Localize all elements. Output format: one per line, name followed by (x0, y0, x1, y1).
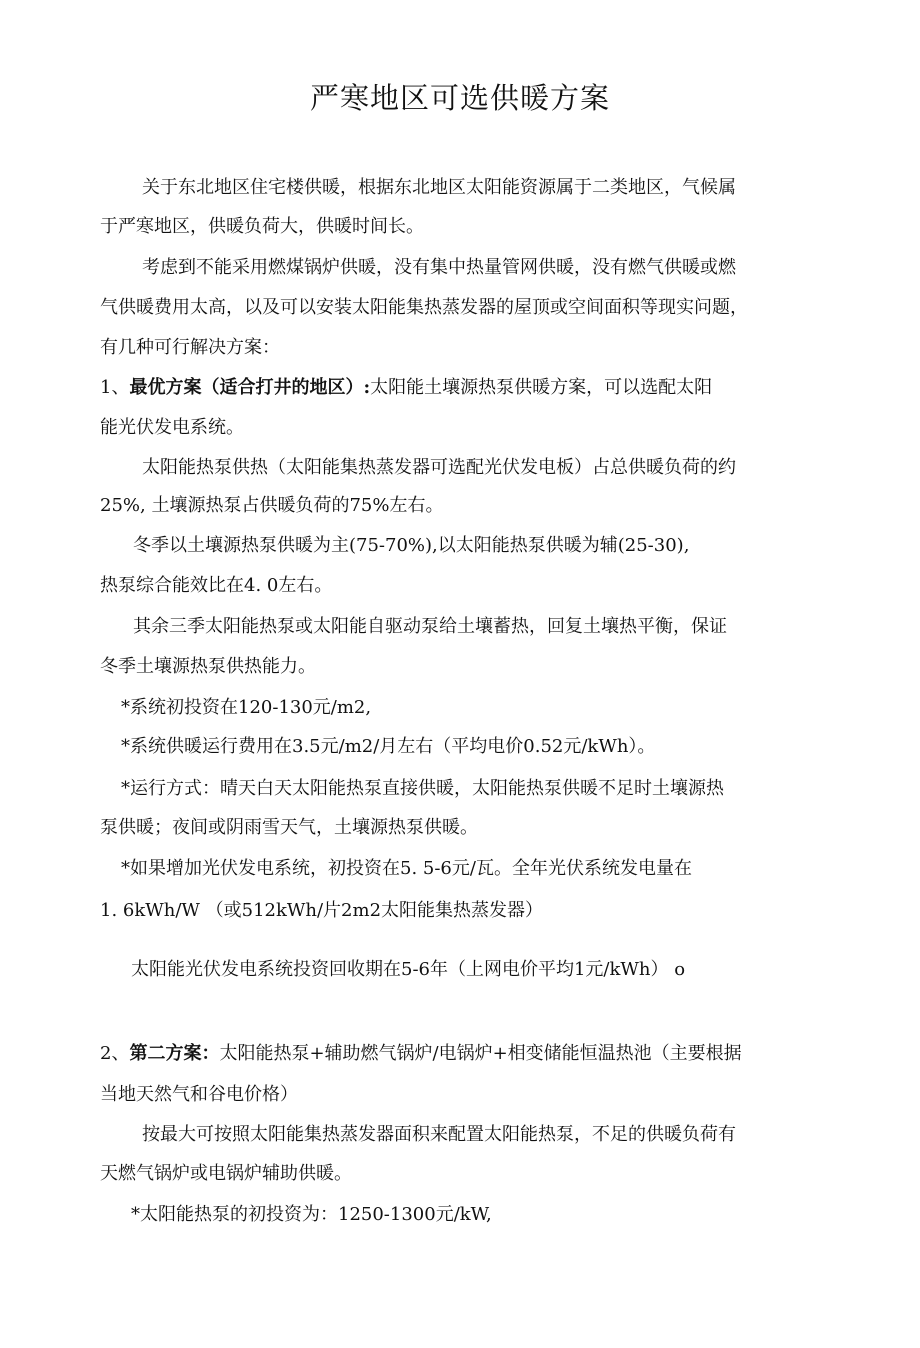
option1-share-line-1: 太阳能热泵供热（太阳能集热蒸发器可选配光伏发电板）占总供暖负荷的约 (142, 457, 736, 478)
option2-invest: *太阳能热泵的初投资为：1250-1300元/kW, (131, 1204, 492, 1225)
option1-number: 1、 (100, 377, 130, 398)
option1-other-line-1: 其余三季太阳能热泵或太阳能自驱动泵给土壤蓄热，回复土壤热平衡，保证 (133, 616, 727, 637)
option1-heading: 最优方案（适合打井的地区） (129, 377, 364, 398)
intro-line-1: 关于东北地区住宅楼供暖，根据东北地区太阳能资源属于二类地区，气候属 (142, 177, 736, 198)
option1-winter-line-2: 热泵综合能效比在4. 0左右。 (100, 575, 333, 596)
option1-other-line-2: 冬季土壤源热泵供热能力。 (100, 656, 316, 677)
option2-line-2: 当地天然气和谷电价格） (100, 1084, 298, 1105)
context-line-1: 考虑到不能采用燃煤锅炉供暖，没有集中热量管网供暖，没有燃气供暖或燃 (142, 257, 736, 278)
context-line-3: 有几种可行解决方案： (100, 337, 280, 358)
intro-line-2: 于严寒地区，供暖负荷大，供暖时间长。 (100, 216, 424, 237)
document-title: 严寒地区可选供暖方案 (309, 81, 610, 115)
option1-line-2: 能光伏发电系统。 (100, 417, 244, 438)
option1-invest: *系统初投资在120-130元/m2, (121, 697, 372, 718)
option1-heading-line (100, 376, 712, 400)
option2-number: 2、 (100, 1043, 130, 1064)
option1-mode-line-1: *运行方式：晴天白天太阳能热泵直接供暖，太阳能热泵供暖不足时土壤源热 (121, 778, 724, 799)
option2-text: 太阳能热泵+辅助燃气锅炉/电锅炉+相变储能恒温热池（主要根据 (219, 1043, 742, 1064)
option1-pv-line-1: *如果增加光伏发电系统，初投资在5. 5-6元/瓦。全年光伏系统发电量在 (121, 858, 692, 879)
option1-text: 太阳能土壤源热泵供暖方案，可以选配太阳 (370, 377, 713, 398)
option2-heading-line (100, 1042, 742, 1066)
option1-share-line-2: 25%, 土壤源热泵占供暖负荷的75%左右。 (100, 495, 444, 516)
option1-colon: : (363, 377, 371, 398)
option2-detail-line-2: 天燃气锅炉或电锅炉辅助供暖。 (100, 1163, 352, 1184)
option1-winter-line-1: 冬季以土壤源热泵供暖为主(75-70%),以太阳能热泵供暖为辅(25-30), (133, 535, 690, 556)
option1-payback: 太阳能光伏发电系统投资回收期在5-6年（上网电价平均1元/kWh） o (131, 959, 686, 980)
option2-heading: 第二方案： (129, 1043, 220, 1064)
context-line-2: 气供暖费用太高，以及可以安装太阳能集热蒸发器的屋顶或空间面积等现实问题， (100, 297, 748, 318)
option1-running-cost: *系统供暖运行费用在3.5元/m2/月左右（平均电价0.52元/kWh）。 (121, 736, 656, 757)
option1-mode-line-2: 泵供暖；夜间或阴雨雪天气，土壤源热泵供暖。 (100, 817, 478, 838)
option1-pv-line-2: 1. 6kWh/W （或512kWh/片2m2太阳能集热蒸发器） (100, 900, 544, 921)
option2-detail-line-1: 按最大可按照太阳能集热蒸发器面积来配置太阳能热泵，不足的供暖负荷有 (142, 1124, 736, 1145)
